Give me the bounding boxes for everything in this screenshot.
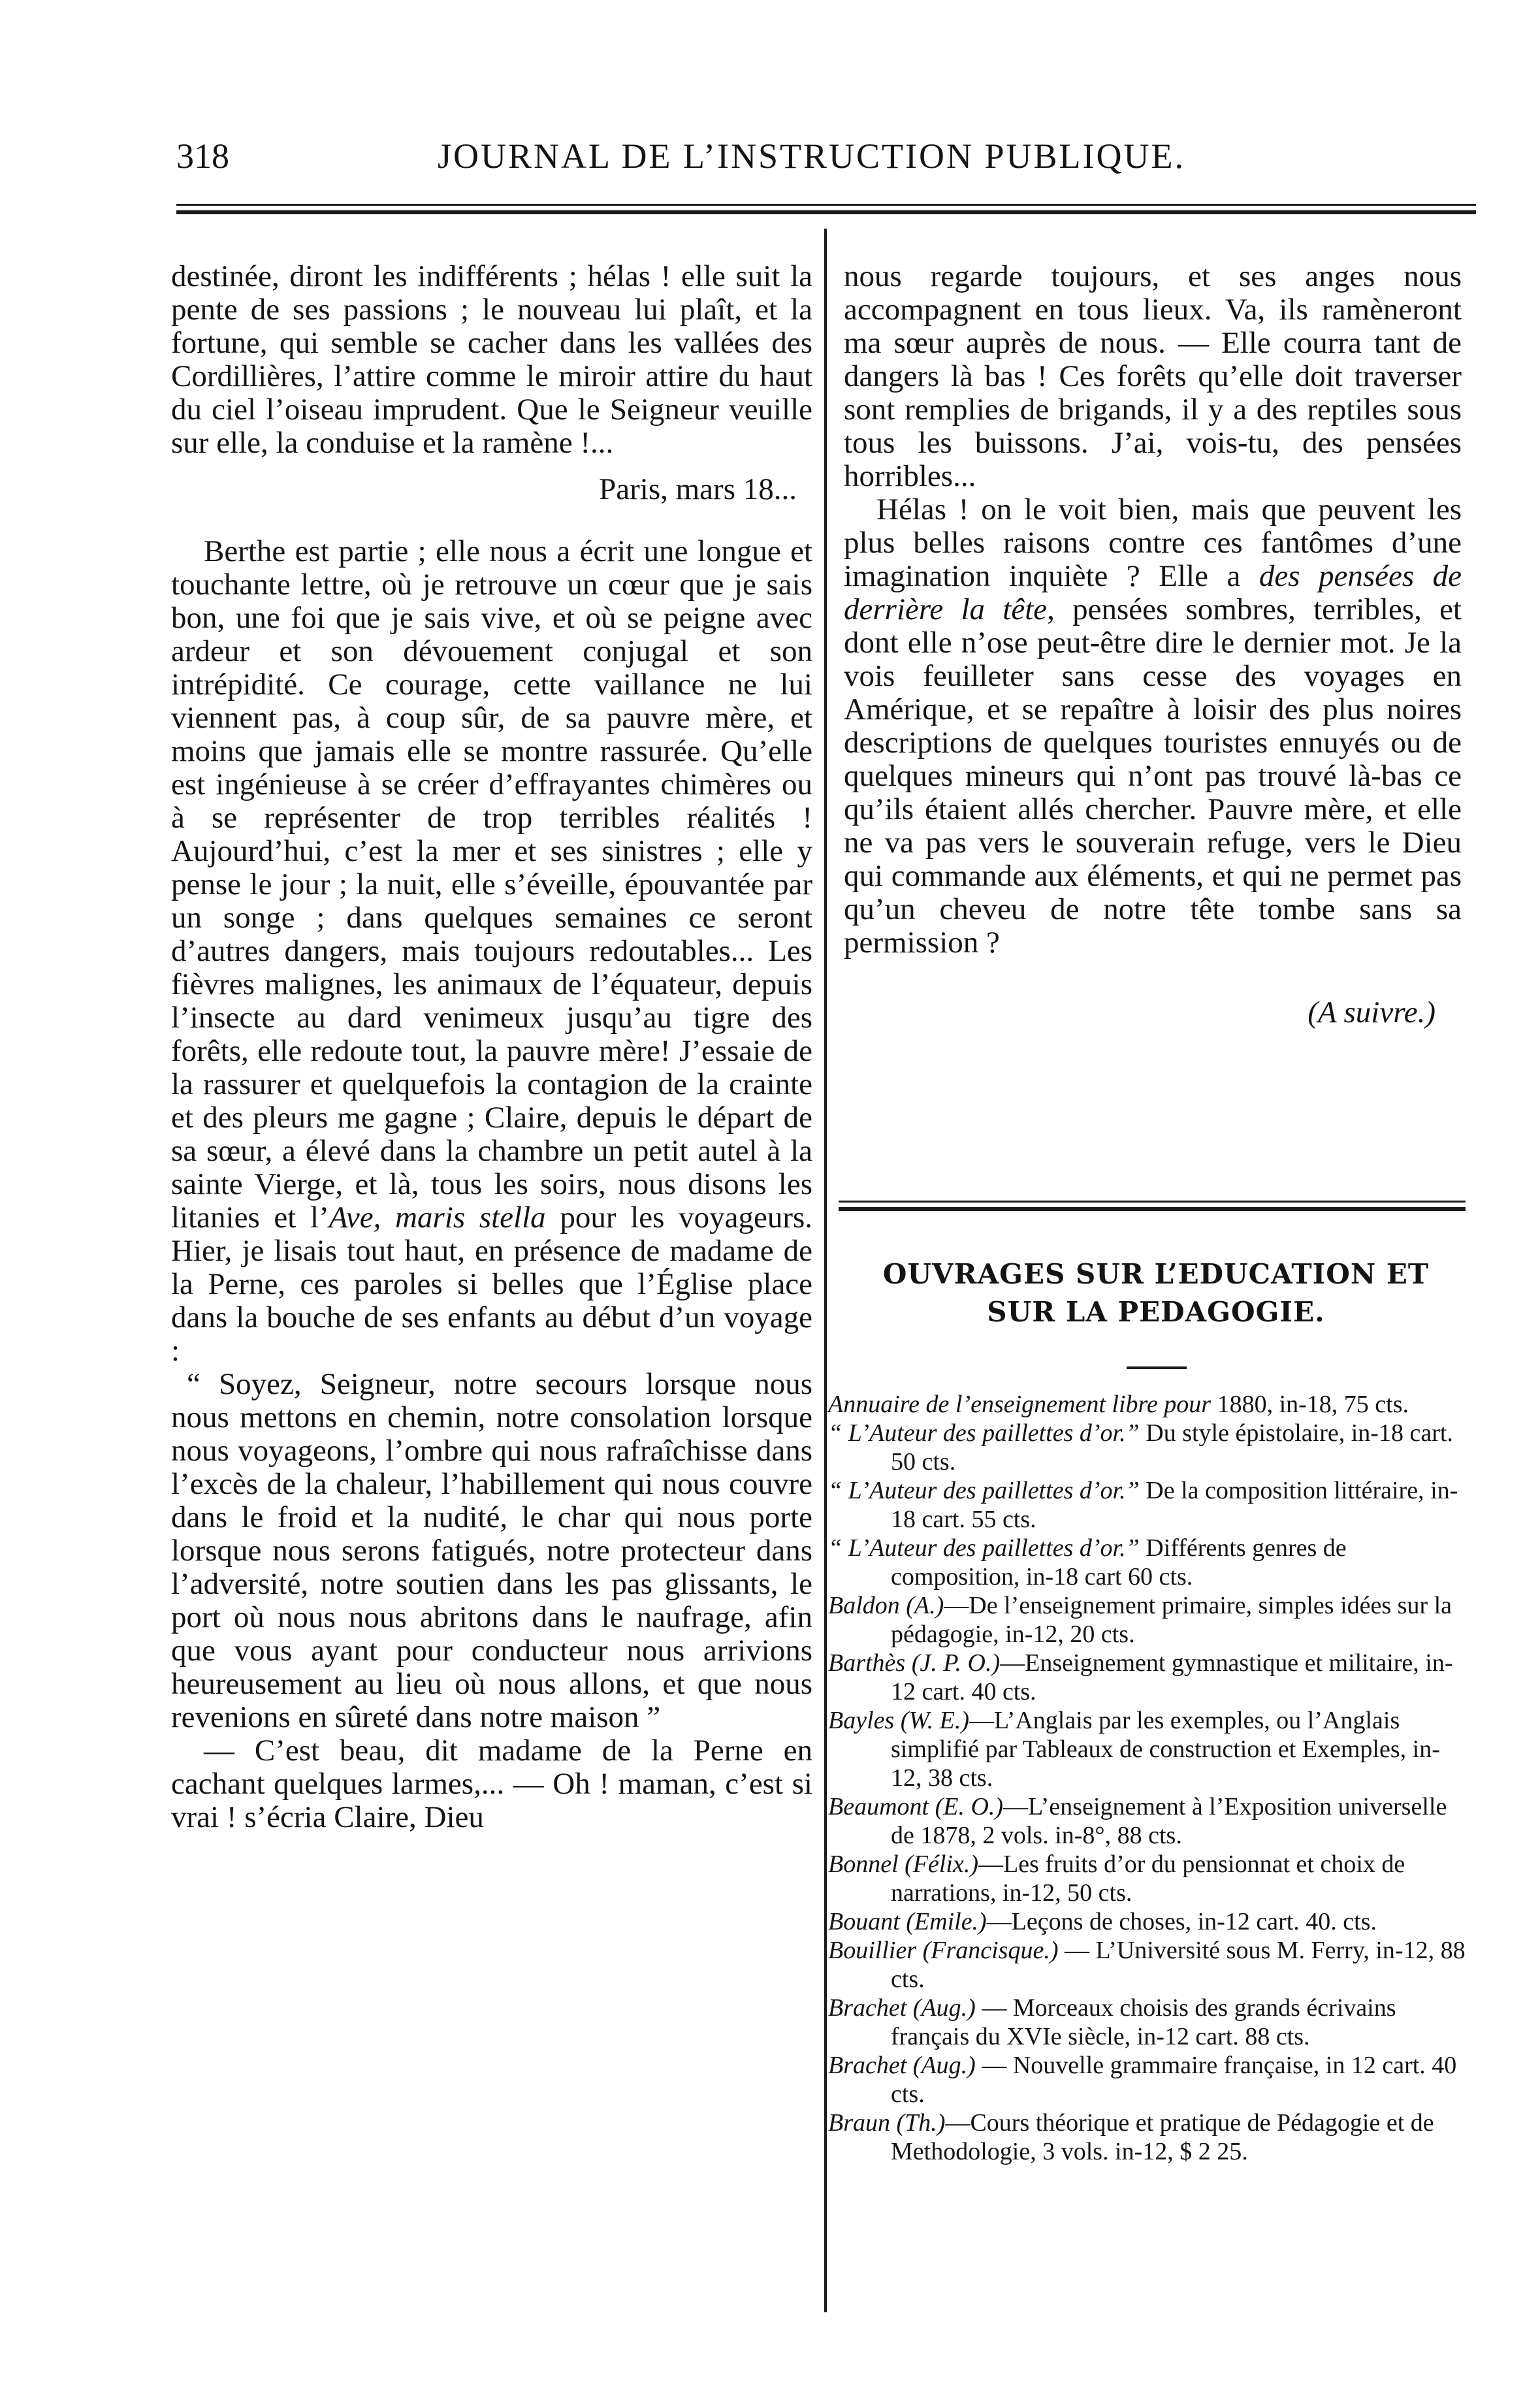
bibliography-entry — [828, 1792, 1468, 1850]
bibliography-entry — [828, 1534, 1468, 1591]
entry-author: “ L’Auteur des paillettes d’or.” — [828, 1534, 1140, 1562]
entry-author: Bayles (W. E.) — [828, 1707, 969, 1734]
prayer-quotation: “ Soyez, Seigneur, notre secours lorsque nous nous mettons en chemin, notre consolation lorsque nous voyageons, l’ombre qui nous rafraîchisse dans l’excès de la chaleur, l’habillement qui nous couvre dans le froid et la nudité, le char qui nous porte lorsque nous serons fatigués, notre protecteur dans l’adversité, notre soutien dans les pas glissants, le port où nous nous abritons dans le naufrage, afin que vous ayant pour conducteur nous arrivions heureusement au lieu où nous allons, et que nous revenions en sûreté dans notre maison ” — [171, 1367, 812, 1734]
entry-author: Braun (Th.) — [828, 2109, 946, 2137]
bibliography-entry — [828, 1850, 1468, 1907]
paragraph-text: Berthe est partie ; elle nous a écrit une longue et touchante lettre, où je retrouve un cœur que je sais bon, une foi que je sais vive, et où se peigne avec ardeur et son dévouement conjugal et son intrépidité. Ce courage, cette vaillance ne lui viennent pas, à coup sûr, de sa pauvre mère, et moins que jamais elle se montre rassurée. Qu’elle est ingénieuse à se créer d’effrayantes chimères ou à se représenter de trop terribles réalités ! Aujourd’hui, c’est la mer et ses sinistres ; elle y pense le jour ; la nuit, elle s’éveille, épouvantée par un songe ; dans quelques semaines ce seront d’autres dangers, mais toujours redoutables... Les fièvres malignes, les animaux de l’équateur, depuis l’insecte au dard venimeux jusqu’au tigre des forêts, elle redoute tout, la pauvre mère! J’essaie de la rassurer et quelquefois la contagion de la crainte et des pleurs me gagne ; Claire, depuis le départ de sa sœur, a élevé dans la chambre un petit autel à la sainte Vierge, et là, tous les soirs, nous disons les litanies et l’ — [171, 534, 812, 1235]
paragraph-text: pour les voyageurs. Hier, je lisais tout haut, en présence de madame de la Perne, ces paroles si belles que l’Église place dans la bouche de ses enfants au début d’un voyage : — [171, 1201, 813, 1368]
page-number: 318 — [176, 137, 229, 176]
bibliography-entry — [828, 1390, 1468, 1419]
to-be-continued: (A suivre.) — [1307, 995, 1436, 1029]
entry-author: Barthès (J. P. O.) — [828, 1649, 1001, 1677]
journal-title: JOURNAL DE L’INSTRUCTION PUBLIQUE. — [438, 137, 1185, 176]
heading-separator — [1127, 1366, 1187, 1369]
bibliography-entry — [828, 1591, 1468, 1649]
entry-author: Baldon (A.) — [828, 1592, 944, 1619]
entry-author: “ L’Auteur des paillettes d’or.” — [828, 1477, 1140, 1504]
paragraph-text: , pensées sombres, terribles, et dont elle n’ose peut-être dire le dernier mot. Je la vois feuilleter sans cesse des voyages en Amérique, et se repaître à loisir des plus noires descriptions de quelques touristes ennuyés ou de quelques mineurs qui n’ont pas trouvé là-bas ce qu’ils étaient allés chercher. Pauvre mère, et elle ne va pas vers le souverain refuge, vers le Dieu qui commande aux éléments, et qui ne permet pas qu’un cheveu de notre tête tombe sans sa permission ? — [844, 592, 1462, 960]
column-divider — [824, 229, 827, 2312]
paragraph — [171, 535, 812, 1368]
paragraph: destinée, diront les indifférents ; hélas ! elle suit la pente de ses passions ; le nouveau lui plaît, et la fortune, qui semble se cacher dans les vallées des Cordillières, l’attire comme le miroir attire du haut du ciel l’oiseau imprudent. Que le Seigneur veuille sur elle, la conduise et la ramène !... — [171, 259, 812, 460]
header-rule-thick — [176, 210, 1476, 214]
entry-details: —L’enseignement à l’Exposition universelle de 1878, 2 vols. in-8°, 88 cts. — [891, 1793, 1447, 1849]
entry-author: “ L’Auteur des paillettes d’or.” — [828, 1419, 1140, 1447]
entry-details: —De l’enseignement primaire, simples idées sur la pédagogie, in-12, 20 cts. — [891, 1592, 1452, 1648]
bibliography-entry — [828, 1476, 1468, 1534]
entry-details: —L’Anglais par les exemples, ou l’Anglais simplifié par Tableaux de construction et Exemples, in-12, 38 cts. — [891, 1707, 1440, 1792]
section-heading-line: SUR LA PEDAGOGIE. — [987, 1296, 1325, 1328]
right-column — [844, 260, 1462, 1029]
section-heading — [842, 1255, 1469, 1331]
paragraph: nous regarde toujours, et ses anges nous accompagnent en tous lieux. Va, ils ramèneront ma sœur auprès de nous. — Elle courra tant de dangers là bas ! Ces forêts qu’elle doit traverser sont remplies de brigands, il y a des reptiles sous tous les buissons. J’ai, vois-tu, des pensées horribles... — [844, 259, 1462, 493]
entry-details: De la composition littéraire, in-18 cart. 55 cts. — [891, 1477, 1458, 1533]
section-heading-line: OUVRAGES SUR L’EDUCATION ET — [882, 1258, 1430, 1290]
bibliography-entry — [828, 1706, 1468, 1792]
entry-details: Du style épistolaire, in-18 cart. 50 cts. — [891, 1419, 1453, 1476]
entry-details: — Morceaux choisis des grands écrivains français du XVIe siècle, in-12 cart. 88 cts. — [891, 1994, 1396, 2050]
bibliography-entry — [828, 2051, 1468, 2108]
entry-details: 1880, in-18, 75 cts. — [1211, 1391, 1409, 1418]
bibliography-list — [828, 1390, 1468, 2166]
entry-details: Différents genres de composition, in-18 cart 60 cts. — [891, 1534, 1347, 1591]
entry-author: Bonnel (Félix.) — [828, 1850, 979, 1878]
entry-author: Annuaire de l’enseignement libre pour — [828, 1391, 1211, 1418]
bibliography-entry — [828, 1994, 1468, 2051]
bibliography-entry — [828, 1907, 1468, 1936]
entry-author: Beaumont (E. O.) — [828, 1793, 1004, 1820]
bibliography-entry — [828, 1936, 1468, 1994]
entry-author: Bouant (Emile.) — [828, 1908, 987, 1935]
entry-details: — Nouvelle grammaire française, in 12 cart. 40 cts. — [891, 2052, 1457, 2108]
header-rule-thin — [176, 204, 1476, 206]
italic-phrase: des pensées de derrière la tête — [844, 559, 1462, 626]
entry-details: —Les fruits d’or du pensionnat et choix de narrations, in-12, 50 cts. — [891, 1850, 1405, 1907]
entry-author: Bouillier (Francisque.) — [828, 1937, 1059, 1964]
entry-details: —Cours théorique et pratique de Pédagogie et de Methodologie, 3 vols. in-12, $ 2 25. — [891, 2109, 1434, 2165]
entry-author: Brachet (Aug.) — [828, 1994, 976, 2022]
left-column — [171, 260, 812, 1834]
section-rule-thin — [839, 1201, 1466, 1203]
bibliography-entry — [828, 2108, 1468, 2166]
bibliography-entry — [828, 1649, 1468, 1706]
entry-author: Brachet (Aug.) — [828, 2052, 976, 2079]
entry-details: —Enseignement gymnastique et militaire, in-12 cart. 40 cts. — [891, 1649, 1453, 1705]
paragraph — [844, 493, 1462, 960]
entry-details: —Leçons de choses, in-12 cart. 40. cts. — [986, 1908, 1377, 1935]
paragraph-text: Hélas ! on le voit bien, mais que peuvent les plus belles raisons contre ces fantômes d’une imagination inquiète ? Elle a — [844, 493, 1462, 593]
latin-title: Ave, maris stella — [329, 1201, 546, 1235]
paragraph: — C’est beau, dit madame de la Perne en cachant quelques larmes,... — Oh ! maman, c’est si vrai ! s’écria Claire, Dieu — [171, 1734, 812, 1834]
bibliography-entry — [828, 1419, 1468, 1476]
running-head — [176, 136, 1228, 182]
entry-details: — L’Université sous M. Ferry, in-12, 88 cts. — [891, 1937, 1466, 1993]
section-rule-thick — [839, 1207, 1466, 1211]
dateline: Paris, mars 18... — [599, 472, 797, 506]
